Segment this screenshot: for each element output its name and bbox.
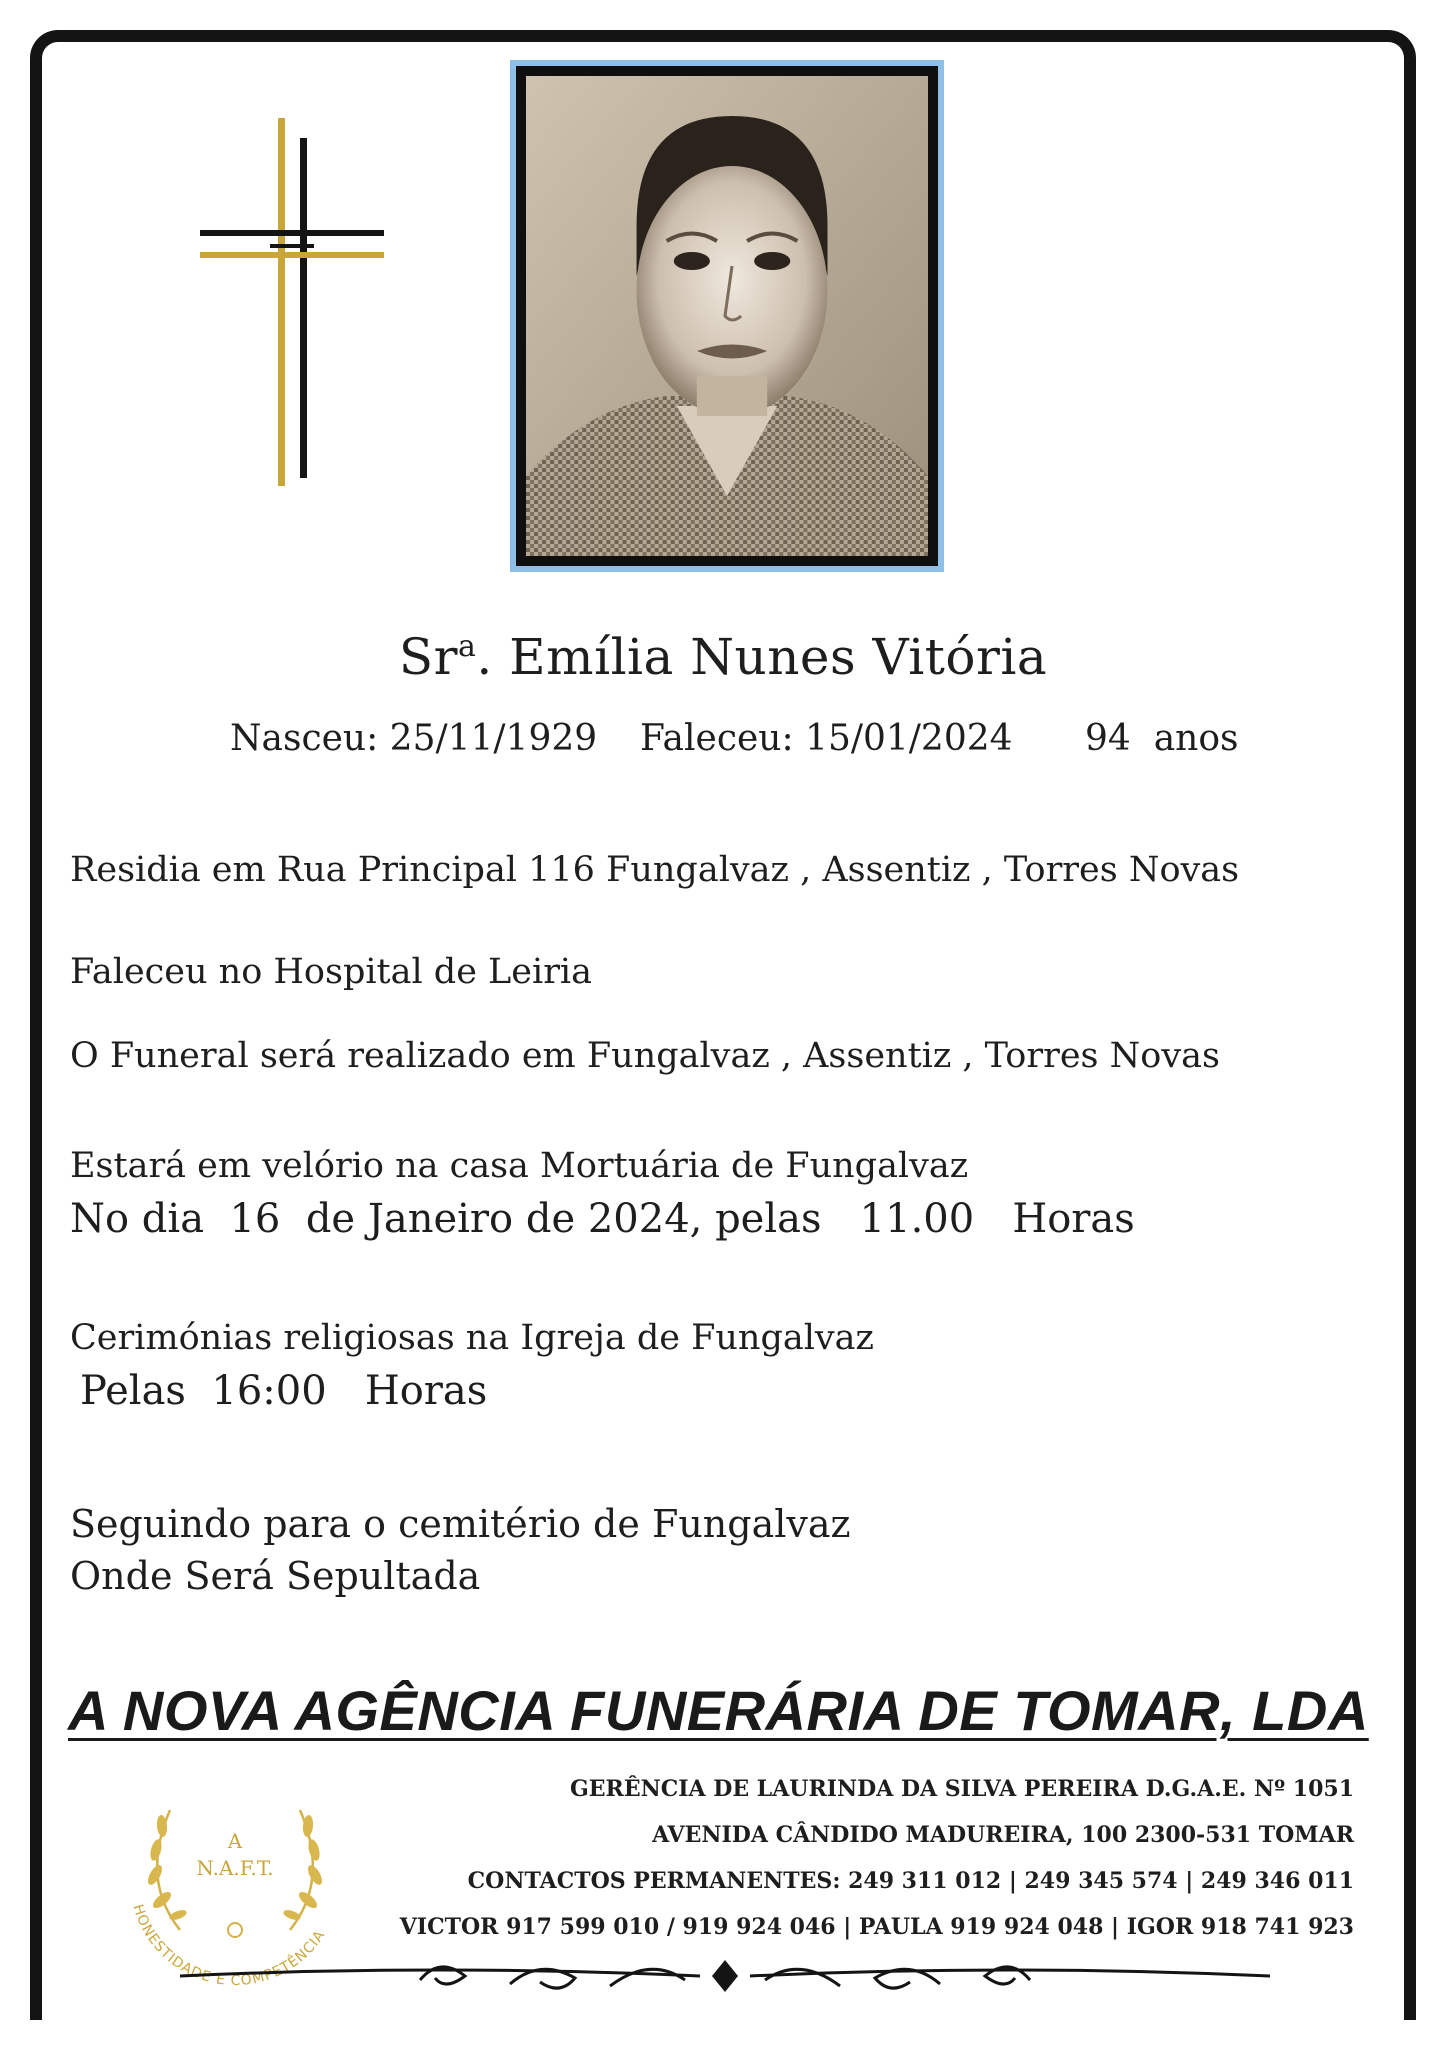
seal-letter: A xyxy=(227,1829,243,1853)
residence-line: Residia em Rua Principal 116 Fungalvaz , Assentiz , Torres Novas xyxy=(70,850,1240,890)
birth-date: Nasceu: 25/11/1929 xyxy=(230,718,598,759)
agency-people-contacts: VICTOR 917 599 010 / 919 924 046 | PAULA 919 924 048 | IGOR 918 741 923 xyxy=(399,1914,1354,1940)
wake-place-line: Estará em velório na casa Mortuária de Fungalvaz xyxy=(70,1146,969,1186)
agency-management: GERÊNCIA DE LAURINDA DA SILVA PEREIRA D.G.A.E. Nº 1051 xyxy=(570,1776,1354,1802)
wake-time-line: No dia 16 de Janeiro de 2024, pelas 11.00 Horas xyxy=(70,1196,1135,1242)
seal-motto: HONESTIDADE E COMPETÊNCIA xyxy=(129,1902,329,1990)
death-date: Faleceu: 15/01/2024 xyxy=(640,718,1013,759)
burial-line-1: Seguindo para o cemitério de Fungalvaz xyxy=(70,1502,851,1546)
ceremony-time-line: Pelas 16:00 Horas xyxy=(80,1368,488,1414)
agency-name: A NOVA AGÊNCIA FUNERÁRIA DE TOMAR, LDA xyxy=(68,1679,1369,1742)
seal-abbrev: N.A.F.T. xyxy=(196,1856,274,1880)
death-place-line: Faleceu no Hospital de Leiria xyxy=(70,952,592,992)
ceremony-place-line: Cerimónias religiosas na Igreja de Fungalvaz xyxy=(70,1318,874,1358)
portrait-photo xyxy=(526,76,928,556)
agency-contacts: CONTACTOS PERMANENTES: 249 311 012 | 249 345 574 | 249 346 011 xyxy=(467,1868,1354,1894)
cross-icon xyxy=(200,118,384,486)
agency-address: AVENIDA CÂNDIDO MADUREIRA, 100 2300-531 TOMAR xyxy=(652,1822,1354,1848)
age: 94 anos xyxy=(1085,718,1239,759)
deceased-name: Sr$^a$. Emília Nunes Vitória xyxy=(398,628,1048,686)
funeral-line: O Funeral será realizado em Fungalvaz , Assentiz , Torres Novas xyxy=(70,1036,1220,1076)
decorative-ornament xyxy=(180,1946,1270,2006)
portrait-frame xyxy=(510,60,944,572)
burial-line-2: Onde Será Sepultada xyxy=(70,1554,481,1598)
